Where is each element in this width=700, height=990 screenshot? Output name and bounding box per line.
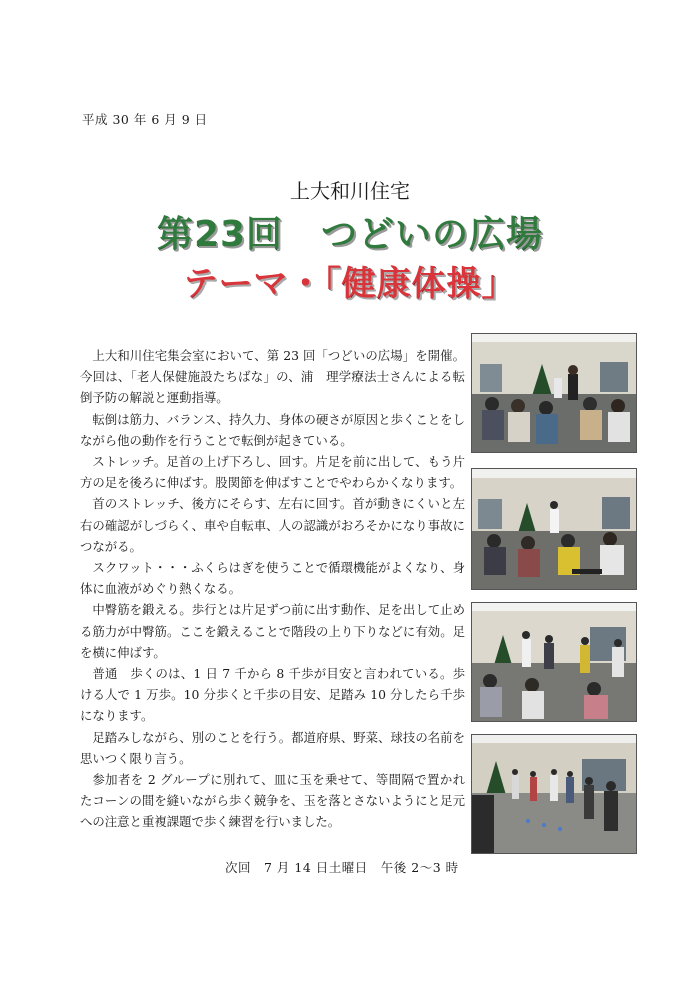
paragraph: スクワット・・・ふくらはぎを使うことで循環機能がよくなり、身体に血液がめぐり熱くなる。	[80, 560, 465, 597]
paragraph: ストレッチ。足首の上げ下ろし、回す。片足を前に出して、もう片方の足を後ろに伸ばす。股関節を伸ばすことでやわらかくなります。	[80, 454, 465, 491]
document-date: 平成 30 年 6 月 9 日	[82, 112, 208, 127]
paragraph: 足踏みしながら、別のことを行う。都道府県、野菜、球技の名前を思いつく限り言う。	[80, 729, 465, 766]
paragraph: 普通 歩くのは、1 日 7 千から 8 千歩が目安と言われている。歩ける人で 1 万歩。10 分歩くと千歩の目安、足踏み 10 分したら千歩になります。	[80, 666, 465, 724]
photo-lecture	[471, 333, 637, 453]
photo-stretching	[471, 468, 637, 590]
paragraph: 首のストレッチ、後方にそらす、左右に回す。首が動きにくいと左右の確認がしづらく、車や自転車、人の認識がおろそかになり事故につながる。	[80, 496, 465, 554]
report-body	[80, 345, 465, 833]
paragraph: 転倒は筋力、バランス、持久力、身体の硬さが原因と歩くことをしながら他の動作を行うことで転倒が起きている。	[80, 411, 465, 448]
paragraph: 上大和川住宅集会室において、第 23 回「つどいの広場」を開催。今回は、「老人保健施設たちばな」の、浦 理学療法士さんによる転倒予防の解説と運動指導。	[80, 348, 465, 406]
organization-name: 上大和川住宅	[290, 179, 410, 203]
event-theme: テーマ・「健康体操」	[183, 264, 517, 304]
paragraph: 中臀筋を鍛える。歩行とは片足ずつ前に出す動作、足を出して止める筋力が中臀筋。ここを鍛えることで階段の上り下りなどに有効。足を横に伸ばす。	[80, 602, 465, 660]
event-number: 第23回	[156, 214, 284, 255]
photo-walking-race	[471, 734, 637, 854]
next-meeting: 次回 7 月 14 日土曜日 午後 2～3 時	[225, 860, 459, 875]
photo-standing-exercise	[471, 602, 637, 722]
paragraph: 参加者を 2 グループに別れて、皿に玉を乗せて、等間隔で置かれたコーンの間を縫いながら歩く競争を、玉を落とさないようにと足元への注意と重複課題で歩く練習を行いました。	[80, 772, 465, 830]
event-title	[0, 206, 700, 257]
event-name: つどいの広場	[321, 214, 544, 255]
